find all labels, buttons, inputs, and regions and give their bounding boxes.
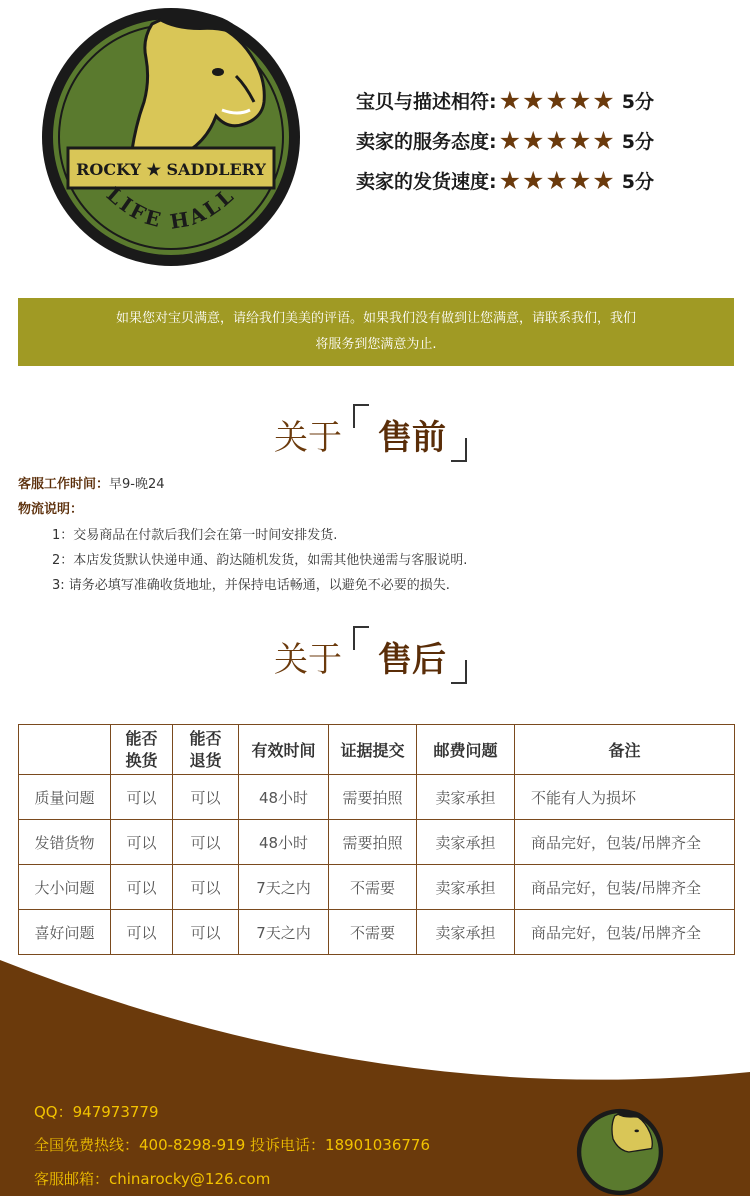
bracket-close bbox=[451, 660, 467, 684]
star-icon: ★ bbox=[568, 165, 592, 195]
rating-label: 卖家的服务态度: bbox=[356, 130, 497, 153]
table-cell: 卖家承担 bbox=[417, 775, 515, 820]
table-cell: 商品完好，包装/吊牌齐全 bbox=[515, 820, 735, 865]
table-header bbox=[111, 725, 173, 775]
aftersale-title bbox=[0, 626, 750, 686]
table-cell: 可以 bbox=[173, 910, 239, 955]
table-header-row bbox=[19, 725, 735, 775]
table-cell: 质量问题 bbox=[19, 775, 111, 820]
table-cell: 卖家承担 bbox=[417, 865, 515, 910]
star-icon: ★ bbox=[498, 85, 522, 115]
star-icon: ★ bbox=[498, 165, 522, 195]
star-icon: ★ bbox=[545, 125, 568, 155]
presale-title bbox=[0, 404, 750, 464]
footer-hotline: 全国免费热线：400-8298-919 投诉电话：18901036776 bbox=[34, 1136, 431, 1154]
table-header bbox=[173, 725, 239, 775]
star-icon: ★ bbox=[498, 125, 522, 155]
bracket-open bbox=[353, 626, 369, 650]
star-icon: ★ bbox=[522, 125, 545, 155]
presale-title-main: 售前 bbox=[378, 418, 446, 458]
logistics-label: 物流说明： bbox=[18, 502, 84, 517]
rating-description bbox=[356, 84, 654, 116]
rating-stars bbox=[498, 165, 616, 195]
satisfaction-banner bbox=[18, 298, 734, 366]
brand-logo bbox=[40, 6, 302, 268]
star-icon: ★ bbox=[592, 165, 615, 195]
rating-score: 5分 bbox=[621, 170, 654, 193]
table-cell: 卖家承担 bbox=[417, 820, 515, 865]
table-header: 证据提交 bbox=[329, 725, 417, 775]
table-row bbox=[19, 775, 735, 820]
logistics-item: 1：交易商品在付款后我们会在第一时间安排发货. bbox=[52, 528, 338, 543]
table-header bbox=[19, 725, 111, 775]
rating-stars bbox=[498, 85, 616, 115]
table-cell: 可以 bbox=[111, 820, 173, 865]
table-cell: 7天之内 bbox=[239, 865, 329, 910]
table-row bbox=[19, 820, 735, 865]
logo-top-text: ROCKY ★ SADDLERY bbox=[76, 160, 266, 179]
footer-logo bbox=[520, 1108, 720, 1196]
table-row bbox=[19, 910, 735, 955]
table-header-line: 退货 bbox=[189, 750, 222, 770]
table-header: 备注 bbox=[515, 725, 735, 775]
logistics-item: 2：本店发货默认快递申通、韵达随机发货，如需其他快递需与客服说明. bbox=[52, 553, 468, 568]
table-cell: 需要拍照 bbox=[329, 820, 417, 865]
aftersale-title-prefix: 关于 bbox=[274, 640, 342, 680]
star-icon: ★ bbox=[568, 85, 592, 115]
service-hours bbox=[18, 473, 165, 492]
table-cell: 可以 bbox=[111, 910, 173, 955]
table-cell: 大小问题 bbox=[19, 865, 111, 910]
table-cell: 可以 bbox=[173, 820, 239, 865]
star-icon: ★ bbox=[592, 85, 615, 115]
table-cell: 不能有人为损坏 bbox=[515, 775, 735, 820]
bracket-close bbox=[451, 438, 467, 462]
aftersale-policy-table bbox=[18, 724, 735, 955]
footer-qq: QQ：947973779 bbox=[34, 1103, 159, 1121]
logistics-item: 3: 请务必填写准确收货地址，并保持电话畅通，以避免不必要的损失. bbox=[52, 578, 450, 593]
table-row bbox=[19, 865, 735, 910]
table-cell: 可以 bbox=[111, 865, 173, 910]
table-header-line: 能否 bbox=[189, 728, 222, 748]
table-cell: 可以 bbox=[111, 775, 173, 820]
table-cell: 48小时 bbox=[239, 775, 329, 820]
table-cell: 48小时 bbox=[239, 820, 329, 865]
rating-label: 卖家的发货速度: bbox=[356, 170, 497, 193]
presale-title-prefix: 关于 bbox=[274, 418, 342, 458]
rating-service bbox=[356, 124, 654, 156]
star-icon: ★ bbox=[545, 165, 568, 195]
logo-bottom-text: LIFE HALL bbox=[101, 182, 241, 234]
table-cell: 不需要 bbox=[329, 910, 417, 955]
table-cell: 7天之内 bbox=[239, 910, 329, 955]
table-cell: 发错货物 bbox=[19, 820, 111, 865]
star-icon: ★ bbox=[522, 165, 545, 195]
banner-line-1: 如果您对宝贝满意，请给我们美美的评语。如果我们没有做到让您满意，请联系我们，我们 bbox=[115, 311, 636, 326]
star-icon: ★ bbox=[568, 125, 592, 155]
table-cell: 卖家承担 bbox=[417, 910, 515, 955]
aftersale-title-main: 售后 bbox=[378, 640, 446, 680]
table-cell: 可以 bbox=[173, 775, 239, 820]
star-icon: ★ bbox=[545, 85, 568, 115]
table-cell: 可以 bbox=[173, 865, 239, 910]
service-hours-value: 早9-晚24 bbox=[109, 477, 165, 492]
table-cell: 需要拍照 bbox=[329, 775, 417, 820]
rating-stars bbox=[498, 125, 616, 155]
service-hours-label: 客服工作时间： bbox=[18, 477, 110, 492]
table-header: 邮费问题 bbox=[417, 725, 515, 775]
table-cell: 商品完好，包装/吊牌齐全 bbox=[515, 865, 735, 910]
table-header: 有效时间 bbox=[239, 725, 329, 775]
star-icon: ★ bbox=[592, 125, 615, 155]
table-cell: 不需要 bbox=[329, 865, 417, 910]
rating-score: 5分 bbox=[621, 130, 654, 153]
table-header-line: 能否 bbox=[125, 728, 158, 748]
rating-score: 5分 bbox=[621, 90, 654, 113]
table-cell: 喜好问题 bbox=[19, 910, 111, 955]
table-header-line: 换货 bbox=[125, 750, 158, 770]
star-icon: ★ bbox=[522, 85, 545, 115]
rating-label: 宝贝与描述相符: bbox=[356, 90, 497, 113]
table-cell: 商品完好，包装/吊牌齐全 bbox=[515, 910, 735, 955]
footer-email: 客服邮箱：chinarocky@126.com bbox=[34, 1170, 271, 1188]
banner-line-2: 将服务到您满意为止. bbox=[315, 337, 437, 352]
rating-shipping bbox=[356, 164, 654, 196]
bracket-open bbox=[353, 404, 369, 428]
